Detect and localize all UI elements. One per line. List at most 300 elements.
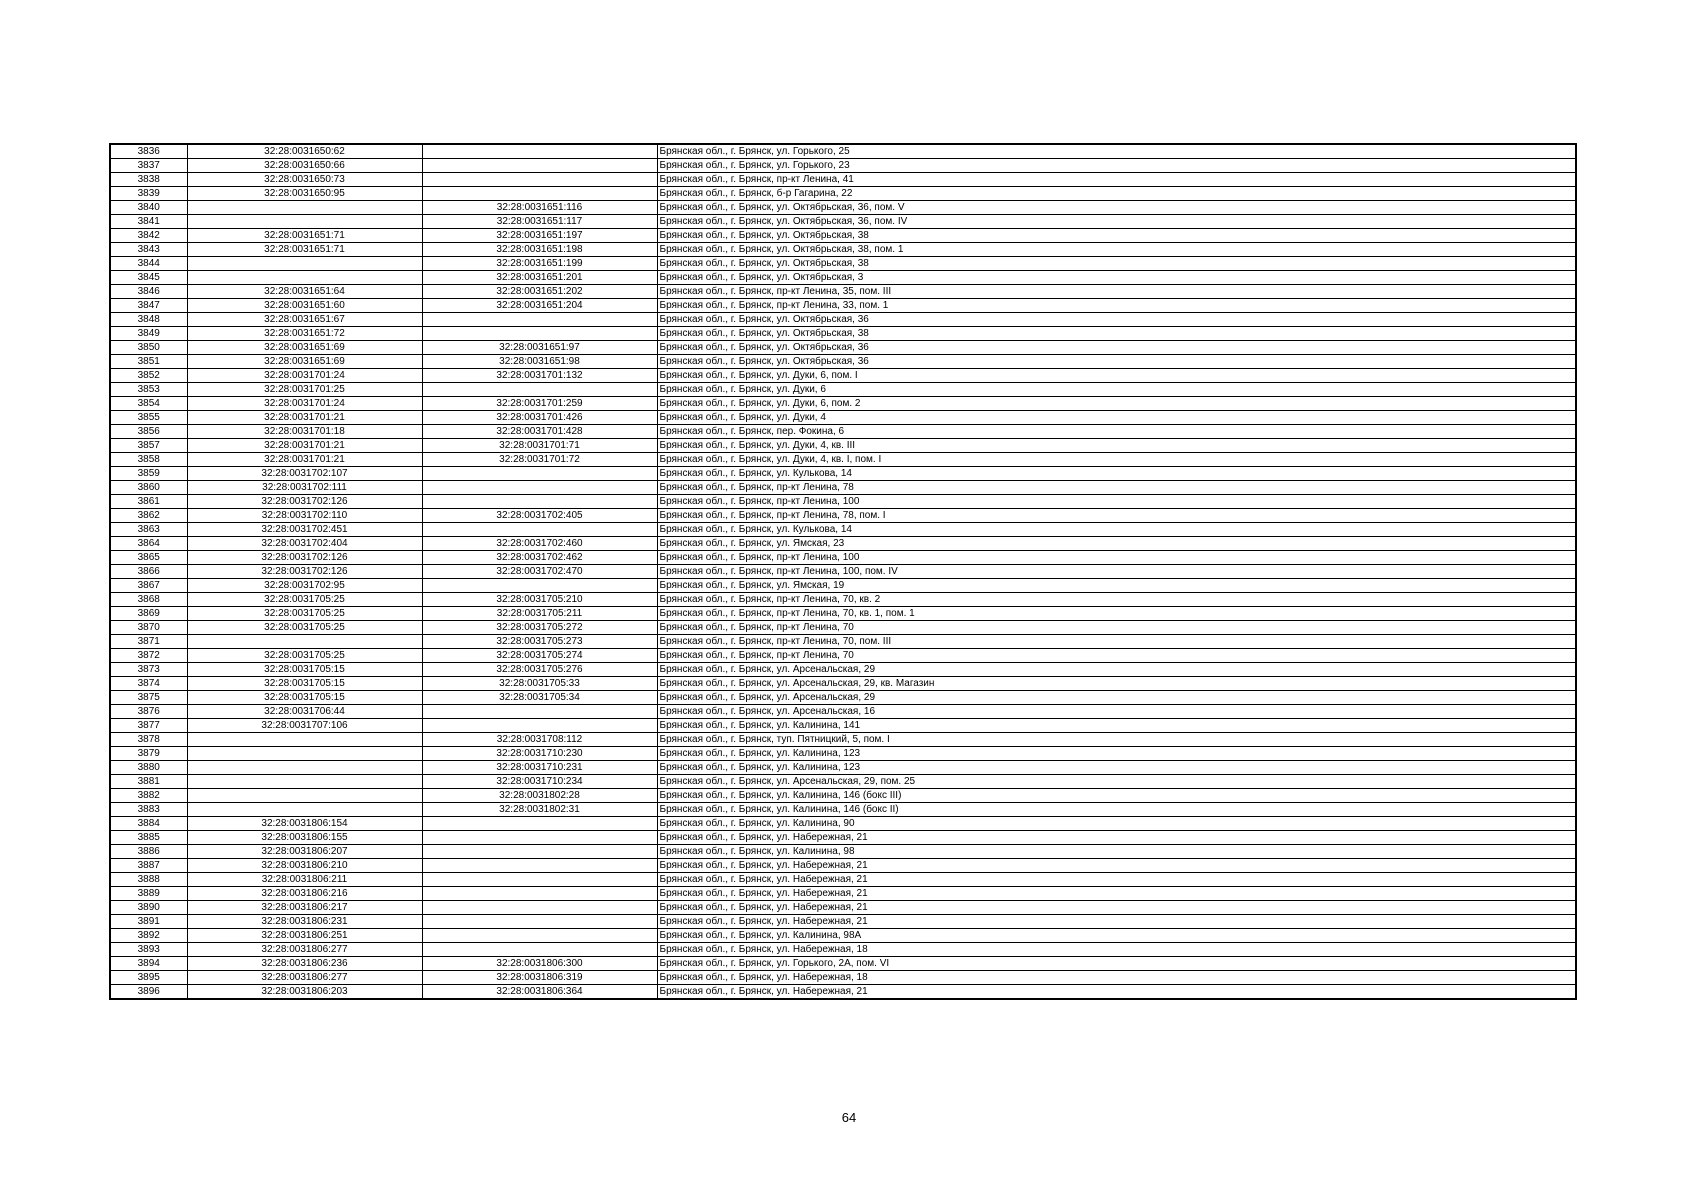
land-cadastral-number-cell: 32:28:0031702:107 xyxy=(187,467,422,481)
object-cadastral-number-cell: 32:28:0031806:319 xyxy=(422,971,657,985)
land-cadastral-number-cell: 32:28:0031806:231 xyxy=(187,915,422,929)
row-number-cell: 3894 xyxy=(110,957,187,971)
object-cadastral-number-cell xyxy=(422,523,657,537)
object-cadastral-number-cell xyxy=(422,159,657,173)
object-cadastral-number-cell xyxy=(422,943,657,957)
table-row xyxy=(110,845,1576,859)
object-cadastral-number-cell: 32:28:0031710:234 xyxy=(422,775,657,789)
object-cadastral-number-cell: 32:28:0031651:98 xyxy=(422,355,657,369)
land-cadastral-number-cell: 32:28:0031705:25 xyxy=(187,607,422,621)
object-cadastral-number-cell: 32:28:0031806:300 xyxy=(422,957,657,971)
land-cadastral-number-cell: 32:28:0031702:451 xyxy=(187,523,422,537)
address-cell: Брянская обл., г. Брянск, пр-кт Ленина, 41 xyxy=(657,173,1576,187)
table-row xyxy=(110,593,1576,607)
object-cadastral-number-cell: 32:28:0031651:204 xyxy=(422,299,657,313)
land-cadastral-number-cell: 32:28:0031702:126 xyxy=(187,495,422,509)
row-number-cell: 3848 xyxy=(110,313,187,327)
address-cell: Брянская обл., г. Брянск, ул. Арсенальская, 16 xyxy=(657,705,1576,719)
land-cadastral-number-cell: 32:28:0031701:24 xyxy=(187,397,422,411)
land-cadastral-number-cell: 32:28:0031701:21 xyxy=(187,411,422,425)
land-cadastral-number-cell: 32:28:0031702:126 xyxy=(187,551,422,565)
table-row xyxy=(110,509,1576,523)
object-cadastral-number-cell xyxy=(422,873,657,887)
land-cadastral-number-cell: 32:28:0031806:217 xyxy=(187,901,422,915)
address-cell: Брянская обл., г. Брянск, ул. Дуки, 4, кв. I, пом. I xyxy=(657,453,1576,467)
table-row xyxy=(110,411,1576,425)
object-cadastral-number-cell: 32:28:0031705:276 xyxy=(422,663,657,677)
object-cadastral-number-cell: 32:28:0031651:198 xyxy=(422,243,657,257)
address-cell: Брянская обл., г. Брянск, ул. Набережная, 21 xyxy=(657,985,1576,1000)
table-row xyxy=(110,635,1576,649)
land-cadastral-number-cell: 32:28:0031705:15 xyxy=(187,677,422,691)
table-row xyxy=(110,803,1576,817)
row-number-cell: 3889 xyxy=(110,887,187,901)
address-cell: Брянская обл., г. Брянск, ул. Октябрьская, 38 xyxy=(657,327,1576,341)
object-cadastral-number-cell xyxy=(422,383,657,397)
address-cell: Брянская обл., г. Брянск, ул. Дуки, 6, пом. 2 xyxy=(657,397,1576,411)
table-row xyxy=(110,831,1576,845)
row-number-cell: 3841 xyxy=(110,215,187,229)
object-cadastral-number-cell: 32:28:0031705:34 xyxy=(422,691,657,705)
land-cadastral-number-cell: 32:28:0031806:203 xyxy=(187,985,422,1000)
object-cadastral-number-cell xyxy=(422,929,657,943)
row-number-cell: 3882 xyxy=(110,789,187,803)
row-number-cell: 3881 xyxy=(110,775,187,789)
table-row xyxy=(110,271,1576,285)
land-cadastral-number-cell: 32:28:0031651:72 xyxy=(187,327,422,341)
object-cadastral-number-cell xyxy=(422,831,657,845)
object-cadastral-number-cell: 32:28:0031705:272 xyxy=(422,621,657,635)
row-number-cell: 3860 xyxy=(110,481,187,495)
object-cadastral-number-cell: 32:28:0031651:201 xyxy=(422,271,657,285)
land-cadastral-number-cell: 32:28:0031705:25 xyxy=(187,621,422,635)
land-cadastral-number-cell: 32:28:0031651:69 xyxy=(187,355,422,369)
address-cell: Брянская обл., г. Брянск, ул. Калинина, 123 xyxy=(657,761,1576,775)
object-cadastral-number-cell xyxy=(422,817,657,831)
row-number-cell: 3878 xyxy=(110,733,187,747)
address-cell: Брянская обл., г. Брянск, пер. Фокина, 6 xyxy=(657,425,1576,439)
address-cell: Брянская обл., г. Брянск, пр-кт Ленина, 70, пом. III xyxy=(657,635,1576,649)
land-cadastral-number-cell: 32:28:0031705:25 xyxy=(187,649,422,663)
table-row xyxy=(110,537,1576,551)
table-row xyxy=(110,187,1576,201)
land-cadastral-number-cell: 32:28:0031806:210 xyxy=(187,859,422,873)
cadastral-registry-table xyxy=(109,143,1577,1000)
row-number-cell: 3869 xyxy=(110,607,187,621)
table-row xyxy=(110,943,1576,957)
table-row xyxy=(110,901,1576,915)
object-cadastral-number-cell xyxy=(422,327,657,341)
table-row xyxy=(110,691,1576,705)
land-cadastral-number-cell: 32:28:0031701:25 xyxy=(187,383,422,397)
row-number-cell: 3850 xyxy=(110,341,187,355)
object-cadastral-number-cell: 32:28:0031702:462 xyxy=(422,551,657,565)
address-cell: Брянская обл., г. Брянск, ул. Набережная, 21 xyxy=(657,887,1576,901)
row-number-cell: 3854 xyxy=(110,397,187,411)
address-cell: Брянская обл., г. Брянск, ул. Калинина, 146 (бокс III) xyxy=(657,789,1576,803)
land-cadastral-number-cell: 32:28:0031702:110 xyxy=(187,509,422,523)
row-number-cell: 3872 xyxy=(110,649,187,663)
address-cell: Брянская обл., г. Брянск, ул. Дуки, 6 xyxy=(657,383,1576,397)
land-cadastral-number-cell: 32:28:0031651:71 xyxy=(187,243,422,257)
address-cell: Брянская обл., г. Брянск, пр-кт Ленина, 78 xyxy=(657,481,1576,495)
address-cell: Брянская обл., г. Брянск, ул. Калинина, 141 xyxy=(657,719,1576,733)
land-cadastral-number-cell xyxy=(187,733,422,747)
address-cell: Брянская обл., г. Брянск, б-р Гагарина, 22 xyxy=(657,187,1576,201)
address-cell: Брянская обл., г. Брянск, ул. Октябрьская, 36 xyxy=(657,313,1576,327)
row-number-cell: 3893 xyxy=(110,943,187,957)
row-number-cell: 3859 xyxy=(110,467,187,481)
row-number-cell: 3846 xyxy=(110,285,187,299)
row-number-cell: 3866 xyxy=(110,565,187,579)
object-cadastral-number-cell: 32:28:0031651:197 xyxy=(422,229,657,243)
land-cadastral-number-cell: 32:28:0031702:111 xyxy=(187,481,422,495)
object-cadastral-number-cell xyxy=(422,901,657,915)
land-cadastral-number-cell xyxy=(187,789,422,803)
row-number-cell: 3842 xyxy=(110,229,187,243)
row-number-cell: 3886 xyxy=(110,845,187,859)
object-cadastral-number-cell xyxy=(422,187,657,201)
row-number-cell: 3843 xyxy=(110,243,187,257)
address-cell: Брянская обл., г. Брянск, ул. Калинина, 90 xyxy=(657,817,1576,831)
object-cadastral-number-cell: 32:28:0031651:116 xyxy=(422,201,657,215)
table-row xyxy=(110,677,1576,691)
row-number-cell: 3852 xyxy=(110,369,187,383)
table-row xyxy=(110,243,1576,257)
land-cadastral-number-cell: 32:28:0031650:62 xyxy=(187,144,422,159)
table-row xyxy=(110,215,1576,229)
address-cell: Брянская обл., г. Брянск, пр-кт Ленина, 100 xyxy=(657,551,1576,565)
row-number-cell: 3885 xyxy=(110,831,187,845)
row-number-cell: 3867 xyxy=(110,579,187,593)
table-row xyxy=(110,355,1576,369)
object-cadastral-number-cell xyxy=(422,313,657,327)
address-cell: Брянская обл., г. Брянск, ул. Набережная, 21 xyxy=(657,859,1576,873)
table-row xyxy=(110,257,1576,271)
address-cell: Брянская обл., г. Брянск, ул. Октябрьская, 38 xyxy=(657,229,1576,243)
row-number-cell: 3892 xyxy=(110,929,187,943)
table-row xyxy=(110,173,1576,187)
object-cadastral-number-cell xyxy=(422,173,657,187)
object-cadastral-number-cell: 32:28:0031802:31 xyxy=(422,803,657,817)
object-cadastral-number-cell xyxy=(422,719,657,733)
address-cell: Брянская обл., г. Брянск, пр-кт Ленина, 70 xyxy=(657,649,1576,663)
address-cell: Брянская обл., г. Брянск, ул. Набережная, 18 xyxy=(657,943,1576,957)
row-number-cell: 3840 xyxy=(110,201,187,215)
table-row xyxy=(110,873,1576,887)
address-cell: Брянская обл., г. Брянск, ул. Набережная, 18 xyxy=(657,971,1576,985)
table-row xyxy=(110,495,1576,509)
table-row xyxy=(110,565,1576,579)
table-row xyxy=(110,327,1576,341)
object-cadastral-number-cell: 32:28:0031702:460 xyxy=(422,537,657,551)
row-number-cell: 3871 xyxy=(110,635,187,649)
address-cell: Брянская обл., г. Брянск, ул. Арсенальская, 29 xyxy=(657,663,1576,677)
row-number-cell: 3836 xyxy=(110,144,187,159)
row-number-cell: 3847 xyxy=(110,299,187,313)
object-cadastral-number-cell xyxy=(422,705,657,719)
object-cadastral-number-cell xyxy=(422,887,657,901)
table-row xyxy=(110,915,1576,929)
object-cadastral-number-cell: 32:28:0031705:211 xyxy=(422,607,657,621)
address-cell: Брянская обл., г. Брянск, туп. Пятницкий, 5, пом. I xyxy=(657,733,1576,747)
object-cadastral-number-cell: 32:28:0031701:428 xyxy=(422,425,657,439)
object-cadastral-number-cell: 32:28:0031702:470 xyxy=(422,565,657,579)
object-cadastral-number-cell: 32:28:0031708:112 xyxy=(422,733,657,747)
land-cadastral-number-cell xyxy=(187,257,422,271)
row-number-cell: 3858 xyxy=(110,453,187,467)
table-row xyxy=(110,817,1576,831)
row-number-cell: 3879 xyxy=(110,747,187,761)
land-cadastral-number-cell: 32:28:0031806:211 xyxy=(187,873,422,887)
row-number-cell: 3855 xyxy=(110,411,187,425)
row-number-cell: 3896 xyxy=(110,985,187,1000)
object-cadastral-number-cell: 32:28:0031651:97 xyxy=(422,341,657,355)
object-cadastral-number-cell: 32:28:0031651:202 xyxy=(422,285,657,299)
object-cadastral-number-cell: 32:28:0031701:259 xyxy=(422,397,657,411)
row-number-cell: 3864 xyxy=(110,537,187,551)
row-number-cell: 3849 xyxy=(110,327,187,341)
address-cell: Брянская обл., г. Брянск, ул. Калинина, 98 xyxy=(657,845,1576,859)
table-row xyxy=(110,397,1576,411)
address-cell: Брянская обл., г. Брянск, ул. Октябрьская, 3 xyxy=(657,271,1576,285)
row-number-cell: 3853 xyxy=(110,383,187,397)
object-cadastral-number-cell xyxy=(422,859,657,873)
address-cell: Брянская обл., г. Брянск, ул. Октябрьская, 36, пом. V xyxy=(657,201,1576,215)
object-cadastral-number-cell: 32:28:0031705:273 xyxy=(422,635,657,649)
table-row xyxy=(110,719,1576,733)
land-cadastral-number-cell: 32:28:0031651:69 xyxy=(187,341,422,355)
row-number-cell: 3870 xyxy=(110,621,187,635)
table-row xyxy=(110,621,1576,635)
object-cadastral-number-cell xyxy=(422,845,657,859)
land-cadastral-number-cell: 32:28:0031806:154 xyxy=(187,817,422,831)
address-cell: Брянская обл., г. Брянск, ул. Калинина, 146 (бокс II) xyxy=(657,803,1576,817)
table-row xyxy=(110,929,1576,943)
row-number-cell: 3874 xyxy=(110,677,187,691)
row-number-cell: 3862 xyxy=(110,509,187,523)
table-row xyxy=(110,971,1576,985)
row-number-cell: 3837 xyxy=(110,159,187,173)
object-cadastral-number-cell: 32:28:0031701:72 xyxy=(422,453,657,467)
address-cell: Брянская обл., г. Брянск, ул. Арсенальская, 29 xyxy=(657,691,1576,705)
address-cell: Брянская обл., г. Брянск, пр-кт Ленина, 100, пом. IV xyxy=(657,565,1576,579)
land-cadastral-number-cell: 32:28:0031705:15 xyxy=(187,663,422,677)
table-row xyxy=(110,649,1576,663)
address-cell: Брянская обл., г. Брянск, ул. Октябрьская, 36 xyxy=(657,355,1576,369)
table-row xyxy=(110,957,1576,971)
address-cell: Брянская обл., г. Брянск, пр-кт Ленина, 33, пом. 1 xyxy=(657,299,1576,313)
object-cadastral-number-cell: 32:28:0031705:274 xyxy=(422,649,657,663)
table-row xyxy=(110,887,1576,901)
table-row xyxy=(110,383,1576,397)
land-cadastral-number-cell xyxy=(187,215,422,229)
land-cadastral-number-cell: 32:28:0031806:277 xyxy=(187,943,422,957)
table-row xyxy=(110,733,1576,747)
land-cadastral-number-cell: 32:28:0031651:67 xyxy=(187,313,422,327)
object-cadastral-number-cell xyxy=(422,579,657,593)
table-row xyxy=(110,775,1576,789)
table-row xyxy=(110,425,1576,439)
row-number-cell: 3845 xyxy=(110,271,187,285)
row-number-cell: 3876 xyxy=(110,705,187,719)
land-cadastral-number-cell: 32:28:0031702:126 xyxy=(187,565,422,579)
address-cell: Брянская обл., г. Брянск, ул. Дуки, 6, пом. I xyxy=(657,369,1576,383)
table-row xyxy=(110,859,1576,873)
row-number-cell: 3883 xyxy=(110,803,187,817)
row-number-cell: 3880 xyxy=(110,761,187,775)
table-row xyxy=(110,985,1576,1000)
land-cadastral-number-cell xyxy=(187,775,422,789)
land-cadastral-number-cell: 32:28:0031702:404 xyxy=(187,537,422,551)
land-cadastral-number-cell: 32:28:0031651:60 xyxy=(187,299,422,313)
table-row xyxy=(110,299,1576,313)
object-cadastral-number-cell: 32:28:0031702:405 xyxy=(422,509,657,523)
land-cadastral-number-cell: 32:28:0031701:18 xyxy=(187,425,422,439)
land-cadastral-number-cell: 32:28:0031706:44 xyxy=(187,705,422,719)
land-cadastral-number-cell: 32:28:0031650:95 xyxy=(187,187,422,201)
row-number-cell: 3891 xyxy=(110,915,187,929)
address-cell: Брянская обл., г. Брянск, ул. Горького, 25 xyxy=(657,144,1576,159)
address-cell: Брянская обл., г. Брянск, пр-кт Ленина, 70, кв. 1, пом. 1 xyxy=(657,607,1576,621)
object-cadastral-number-cell xyxy=(422,915,657,929)
address-cell: Брянская обл., г. Брянск, ул. Октябрьская, 36 xyxy=(657,341,1576,355)
table-row xyxy=(110,705,1576,719)
address-cell: Брянская обл., г. Брянск, пр-кт Ленина, 78, пом. I xyxy=(657,509,1576,523)
row-number-cell: 3865 xyxy=(110,551,187,565)
table-row xyxy=(110,144,1576,159)
row-number-cell: 3838 xyxy=(110,173,187,187)
address-cell: Брянская обл., г. Брянск, ул. Набережная, 21 xyxy=(657,915,1576,929)
object-cadastral-number-cell: 32:28:0031705:210 xyxy=(422,593,657,607)
address-cell: Брянская обл., г. Брянск, ул. Арсенальская, 29, кв. Магазин xyxy=(657,677,1576,691)
table-row xyxy=(110,481,1576,495)
land-cadastral-number-cell: 32:28:0031650:66 xyxy=(187,159,422,173)
table-row xyxy=(110,159,1576,173)
object-cadastral-number-cell: 32:28:0031701:426 xyxy=(422,411,657,425)
land-cadastral-number-cell: 32:28:0031707:106 xyxy=(187,719,422,733)
land-cadastral-number-cell: 32:28:0031701:24 xyxy=(187,369,422,383)
object-cadastral-number-cell: 32:28:0031651:117 xyxy=(422,215,657,229)
land-cadastral-number-cell xyxy=(187,747,422,761)
row-number-cell: 3857 xyxy=(110,439,187,453)
land-cadastral-number-cell: 32:28:0031701:21 xyxy=(187,439,422,453)
land-cadastral-number-cell xyxy=(187,761,422,775)
row-number-cell: 3873 xyxy=(110,663,187,677)
table-row xyxy=(110,579,1576,593)
land-cadastral-number-cell: 32:28:0031806:277 xyxy=(187,971,422,985)
land-cadastral-number-cell xyxy=(187,635,422,649)
row-number-cell: 3863 xyxy=(110,523,187,537)
table-row xyxy=(110,313,1576,327)
row-number-cell: 3856 xyxy=(110,425,187,439)
land-cadastral-number-cell: 32:28:0031806:236 xyxy=(187,957,422,971)
table-row xyxy=(110,747,1576,761)
table-row xyxy=(110,453,1576,467)
row-number-cell: 3861 xyxy=(110,495,187,509)
row-number-cell: 3844 xyxy=(110,257,187,271)
address-cell: Брянская обл., г. Брянск, пр-кт Ленина, 100 xyxy=(657,495,1576,509)
land-cadastral-number-cell: 32:28:0031651:64 xyxy=(187,285,422,299)
row-number-cell: 3895 xyxy=(110,971,187,985)
address-cell: Брянская обл., г. Брянск, ул. Кулькова, 14 xyxy=(657,523,1576,537)
row-number-cell: 3890 xyxy=(110,901,187,915)
address-cell: Брянская обл., г. Брянск, ул. Ямская, 23 xyxy=(657,537,1576,551)
table-row xyxy=(110,201,1576,215)
table-row xyxy=(110,285,1576,299)
address-cell: Брянская обл., г. Брянск, ул. Калинина, 123 xyxy=(657,747,1576,761)
address-cell: Брянская обл., г. Брянск, ул. Набережная, 21 xyxy=(657,831,1576,845)
object-cadastral-number-cell: 32:28:0031705:33 xyxy=(422,677,657,691)
page-number: 64 xyxy=(841,1110,857,1125)
object-cadastral-number-cell: 32:28:0031701:71 xyxy=(422,439,657,453)
address-cell: Брянская обл., г. Брянск, ул. Дуки, 4, кв. III xyxy=(657,439,1576,453)
table-row xyxy=(110,523,1576,537)
address-cell: Брянская обл., г. Брянск, пр-кт Ленина, 70, кв. 2 xyxy=(657,593,1576,607)
land-cadastral-number-cell xyxy=(187,803,422,817)
table-row xyxy=(110,551,1576,565)
object-cadastral-number-cell: 32:28:0031710:230 xyxy=(422,747,657,761)
address-cell: Брянская обл., г. Брянск, ул. Дуки, 4 xyxy=(657,411,1576,425)
address-cell: Брянская обл., г. Брянск, ул. Горького, 2А, пом. VI xyxy=(657,957,1576,971)
row-number-cell: 3887 xyxy=(110,859,187,873)
object-cadastral-number-cell: 32:28:0031710:231 xyxy=(422,761,657,775)
address-cell: Брянская обл., г. Брянск, пр-кт Ленина, 70 xyxy=(657,621,1576,635)
address-cell: Брянская обл., г. Брянск, ул. Ямская, 19 xyxy=(657,579,1576,593)
object-cadastral-number-cell xyxy=(422,144,657,159)
land-cadastral-number-cell: 32:28:0031702:95 xyxy=(187,579,422,593)
land-cadastral-number-cell: 32:28:0031705:25 xyxy=(187,593,422,607)
row-number-cell: 3868 xyxy=(110,593,187,607)
row-number-cell: 3888 xyxy=(110,873,187,887)
object-cadastral-number-cell: 32:28:0031806:364 xyxy=(422,985,657,1000)
address-cell: Брянская обл., г. Брянск, пр-кт Ленина, 35, пом. III xyxy=(657,285,1576,299)
address-cell: Брянская обл., г. Брянск, ул. Октябрьская, 36, пом. IV xyxy=(657,215,1576,229)
address-cell: Брянская обл., г. Брянск, ул. Арсенальская, 29, пом. 25 xyxy=(657,775,1576,789)
land-cadastral-number-cell xyxy=(187,201,422,215)
object-cadastral-number-cell xyxy=(422,467,657,481)
address-cell: Брянская обл., г. Брянск, ул. Набережная, 21 xyxy=(657,873,1576,887)
address-cell: Брянская обл., г. Брянск, ул. Калинина, 98А xyxy=(657,929,1576,943)
table-row xyxy=(110,761,1576,775)
table-row xyxy=(110,607,1576,621)
table-row xyxy=(110,789,1576,803)
address-cell: Брянская обл., г. Брянск, ул. Октябрьская, 38 xyxy=(657,257,1576,271)
address-cell: Брянская обл., г. Брянск, ул. Набережная, 21 xyxy=(657,901,1576,915)
address-cell: Брянская обл., г. Брянск, ул. Кулькова, 14 xyxy=(657,467,1576,481)
land-cadastral-number-cell: 32:28:0031806:207 xyxy=(187,845,422,859)
object-cadastral-number-cell: 32:28:0031701:132 xyxy=(422,369,657,383)
row-number-cell: 3839 xyxy=(110,187,187,201)
object-cadastral-number-cell xyxy=(422,481,657,495)
row-number-cell: 3884 xyxy=(110,817,187,831)
object-cadastral-number-cell: 32:28:0031651:199 xyxy=(422,257,657,271)
land-cadastral-number-cell: 32:28:0031705:15 xyxy=(187,691,422,705)
row-number-cell: 3877 xyxy=(110,719,187,733)
table-row xyxy=(110,467,1576,481)
table-row xyxy=(110,341,1576,355)
registry-table-body xyxy=(110,144,1576,999)
row-number-cell: 3875 xyxy=(110,691,187,705)
address-cell: Брянская обл., г. Брянск, ул. Горького, 23 xyxy=(657,159,1576,173)
table-row xyxy=(110,369,1576,383)
table-row xyxy=(110,229,1576,243)
table-row xyxy=(110,439,1576,453)
land-cadastral-number-cell xyxy=(187,271,422,285)
land-cadastral-number-cell: 32:28:0031701:21 xyxy=(187,453,422,467)
object-cadastral-number-cell xyxy=(422,495,657,509)
row-number-cell: 3851 xyxy=(110,355,187,369)
